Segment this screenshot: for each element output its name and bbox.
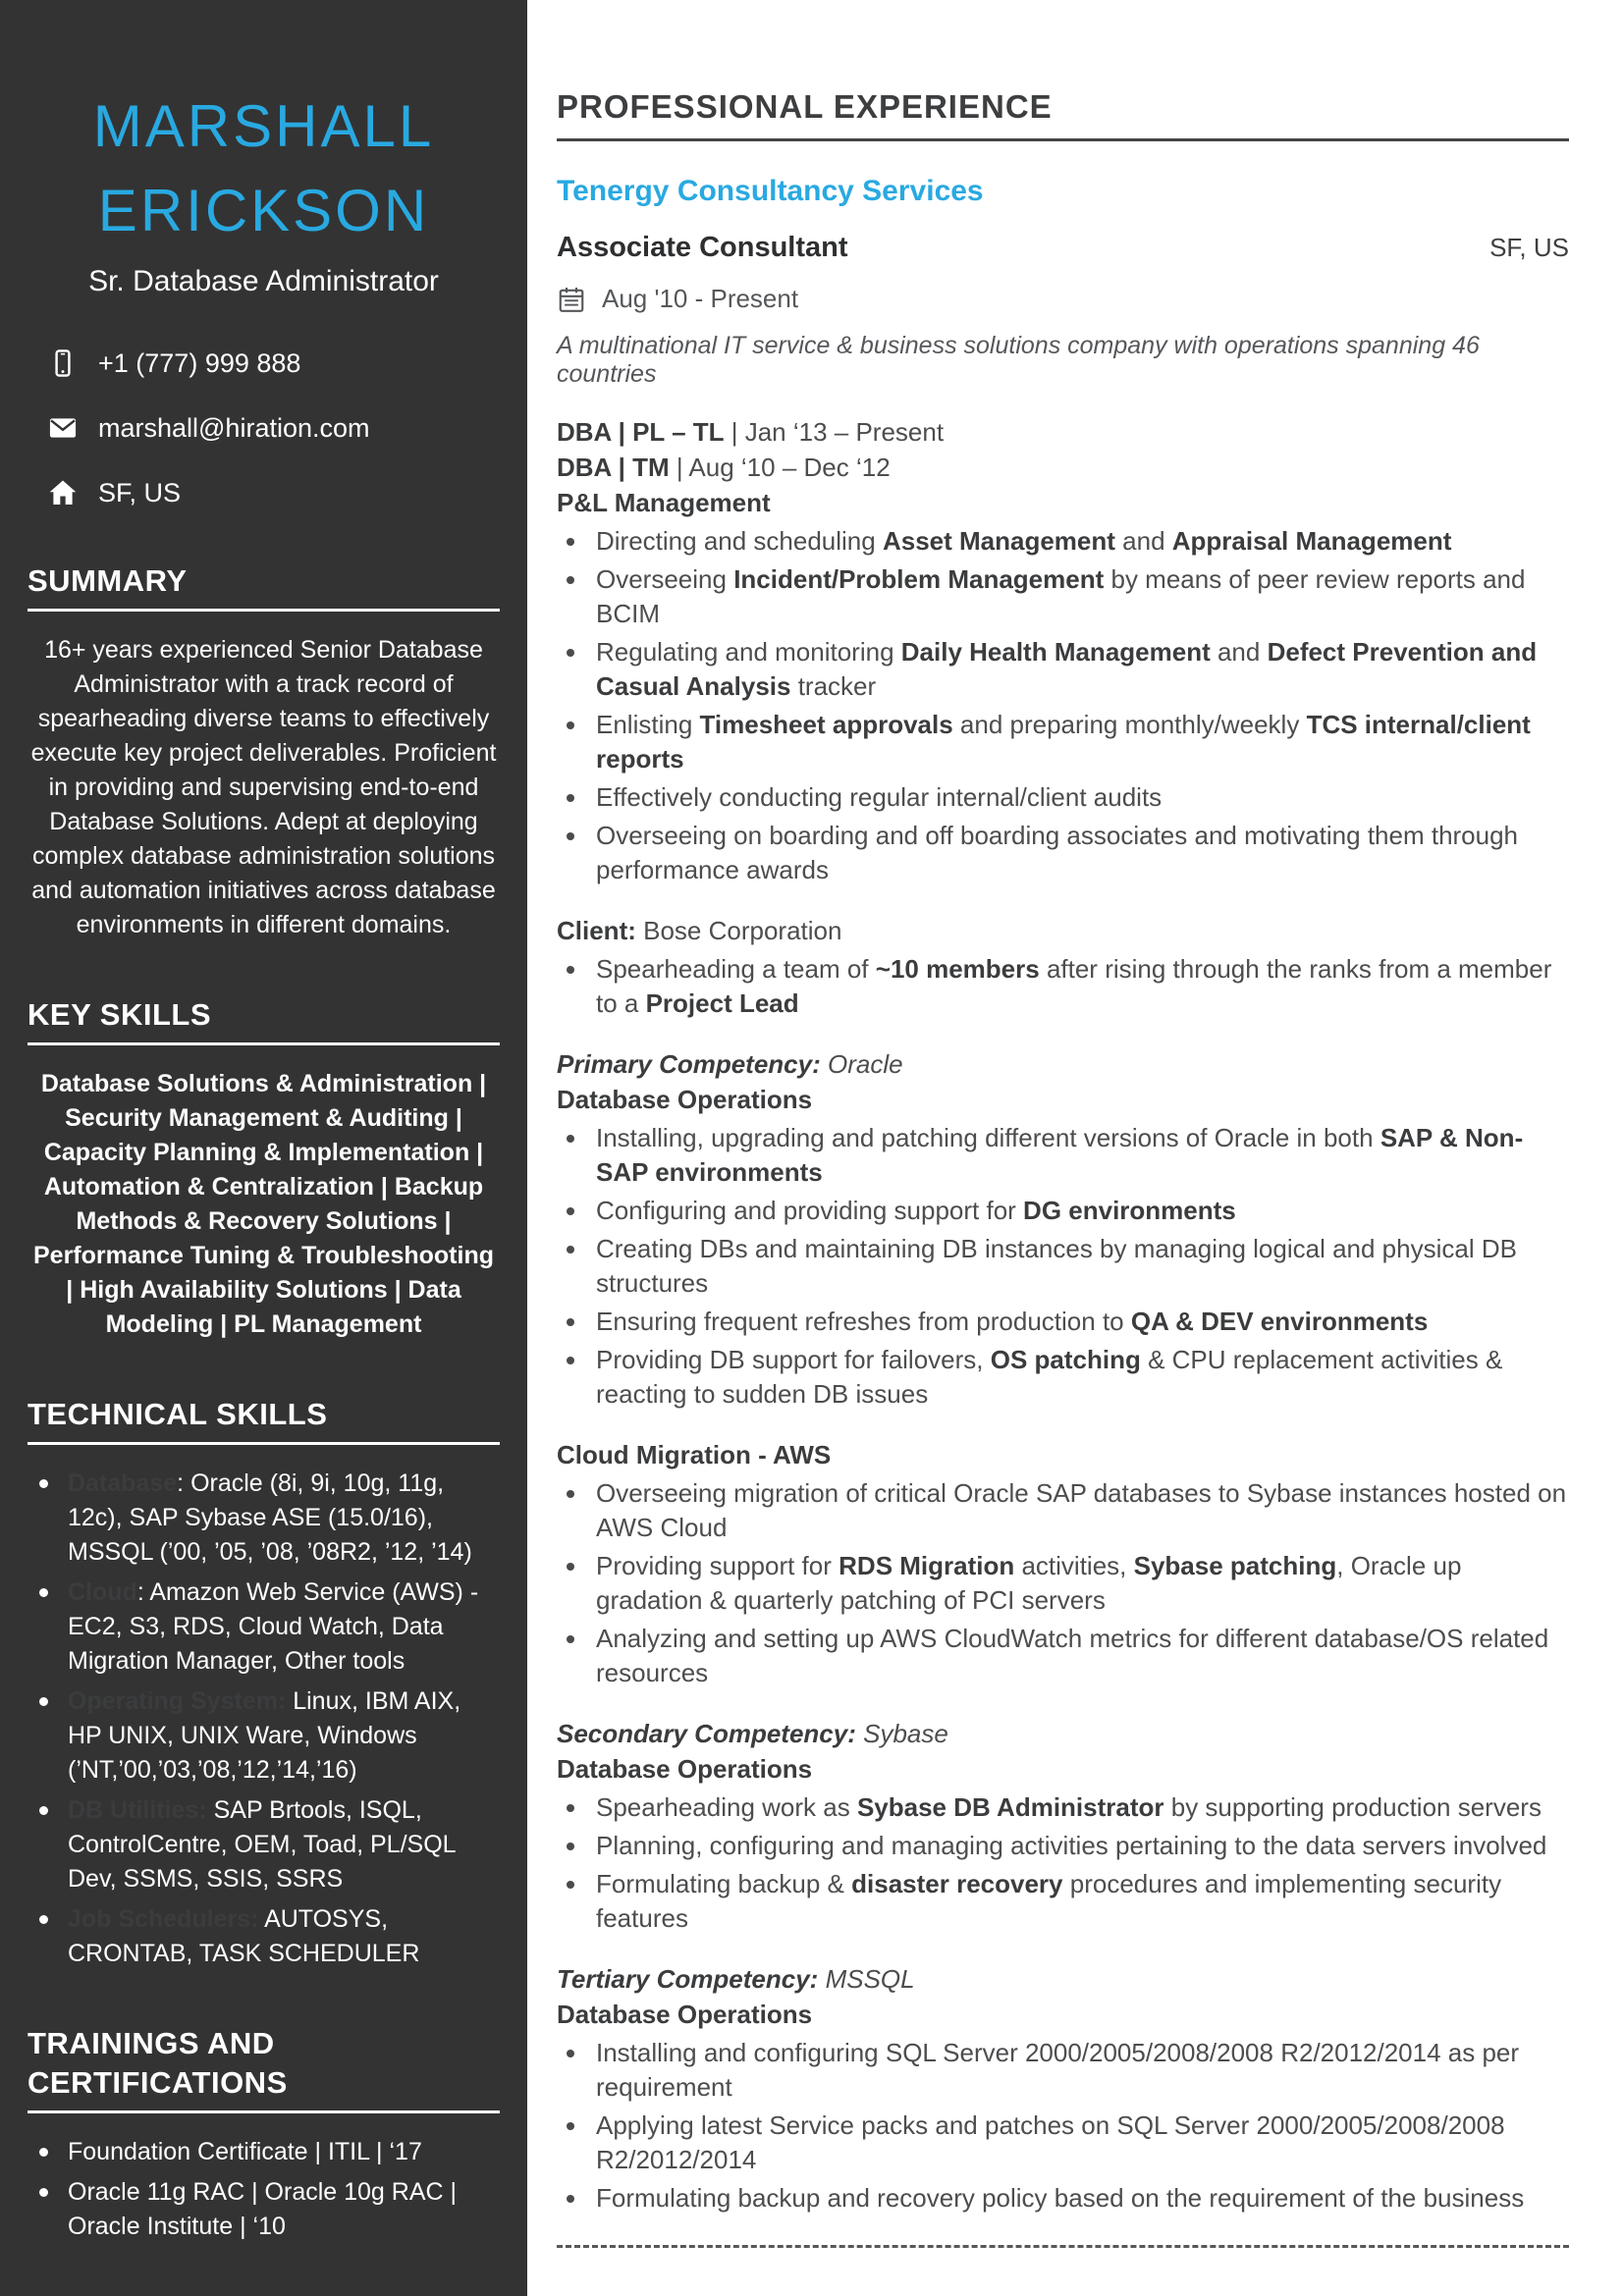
contact-list: [27, 347, 500, 508]
text-segment: & CPU replacement activities & reacting to sudden DB issues: [596, 1345, 1503, 1409]
text-segment: , Oracle up gradation & quarterly patching of PCI servers: [596, 1551, 1462, 1615]
text-segment: AUTOSYS, CRONTAB, TASK SCHEDULER: [68, 1905, 420, 1967]
text-segment: Foundation Certificate | ITIL | ‘17: [68, 2138, 422, 2165]
text-segment: Directing and scheduling: [596, 526, 883, 556]
list-item-text: [596, 1232, 1569, 1301]
list-item: [557, 1121, 1569, 1190]
list-item: [39, 1684, 500, 1788]
list-item: [557, 780, 1569, 815]
text-segment: MSSQL: [818, 1964, 915, 1994]
bullet-icon: [39, 2148, 48, 2157]
text-segment: tracker: [790, 671, 877, 701]
text-segment: DG environments: [1023, 1196, 1236, 1225]
list-item-text: [596, 2109, 1569, 2177]
contact-phone-text: +1 (777) 999 888: [98, 347, 301, 378]
experience-groups: [557, 414, 1569, 2216]
experience-line: [557, 450, 1569, 485]
sidebar-section-text: Database Solutions & Administration | Security Management & Auditing | Capacity Planning & Implementation | Automation & Centralization | Backup Methods & Recovery Solutions | Performance Tuning & Troubleshooting | High Availability Solutions | Data Modeling | PL Management: [33, 1070, 494, 1338]
list-item: [557, 1343, 1569, 1412]
text-segment: procedures and implementing security features: [596, 1869, 1502, 1933]
sidebar-section-trainings-certifications: [27, 2024, 500, 2244]
list-item-text: [596, 952, 1569, 1021]
list-item: [557, 2109, 1569, 2177]
text-segment: Overseeing migration of critical Oracle SAP databases to Sybase instances hosted on AWS Cloud: [596, 1478, 1567, 1542]
list-item-text: [596, 524, 1451, 559]
list-item-text: [596, 562, 1569, 631]
bullet-icon: [567, 649, 574, 657]
bullet-list: [557, 1476, 1569, 1690]
text-segment: Providing support for: [596, 1551, 839, 1580]
bullet-list: [557, 1121, 1569, 1412]
bullet-icon: [39, 1479, 48, 1488]
text-segment: Oracle: [820, 1049, 903, 1079]
email-icon: [47, 412, 79, 444]
experience-line: [557, 1082, 1569, 1117]
candidate-first-name: MARSHALL: [92, 93, 435, 159]
list-item: [557, 524, 1569, 559]
experience-group-pl-management: [557, 414, 1569, 887]
list-item-text: [596, 1622, 1569, 1690]
text-segment: Installing and configuring SQL Server 2000/2005/2008/2008 R2/2012/2014 as per requirement: [596, 2038, 1520, 2102]
bullet-icon: [567, 1635, 574, 1643]
calendar-icon: [557, 285, 586, 314]
main-content: [527, 0, 1623, 2296]
text-segment: Overseeing: [596, 564, 734, 594]
role-row: [557, 232, 1569, 264]
text-segment: Cloud Migration - AWS: [557, 1440, 832, 1469]
text-segment: and preparing monthly/weekly: [952, 710, 1307, 739]
text-segment: by means of peer review reports and BCIM: [596, 564, 1526, 628]
list-item: [557, 1829, 1569, 1863]
experience-line: [557, 1997, 1569, 2032]
experience-line: [557, 1716, 1569, 1751]
list-item-text: [68, 1902, 500, 1971]
list-item: [557, 1549, 1569, 1618]
list-item: [557, 708, 1569, 776]
experience-group-primary-competency-oracle: [557, 1046, 1569, 1412]
text-segment: Spearheading a team of: [596, 954, 876, 984]
list-item: [557, 1194, 1569, 1228]
list-item: [557, 2036, 1569, 2105]
text-segment: TCS internal/client reports: [596, 710, 1531, 774]
home-icon: [47, 477, 79, 508]
experience-line: [557, 913, 1569, 948]
bullet-icon: [567, 1842, 574, 1850]
bullet-icon: [39, 1915, 48, 1924]
text-segment: Oracle 11g RAC | Oracle 10g RAC | Oracle Institute | ‘10: [68, 2178, 458, 2240]
contact-phone: [47, 347, 500, 379]
text-segment: by supporting production servers: [1163, 1792, 1542, 1822]
text-segment: Linux, IBM AIX, HP UNIX, UNIX Ware, Windows (’NT,’00,’03,’08,’12,’14,’16): [68, 1687, 461, 1784]
text-segment: Providing DB support for failovers,: [596, 1345, 991, 1374]
bullet-icon: [567, 966, 574, 974]
text-segment: Regulating and monitoring: [596, 637, 901, 667]
contact-location-text: SF, US: [98, 477, 182, 507]
experience-line: [557, 1046, 1569, 1082]
experience-line: [557, 1751, 1569, 1787]
bullet-icon: [567, 1804, 574, 1812]
bullet-icon: [567, 1318, 574, 1326]
text-segment: SAP Brtools, ISQL, ControlCentre, OEM, Toad, PL/SQL Dev, SSMS, SSIS, SSRS: [68, 1796, 456, 1893]
sidebar-section-text: 16+ years experienced Senior Database Administrator with a track record of spearheading diverse teams to effectively execute key project deliverables. Proficient in providing and supervising end-to-end Database Solutions. Adept at deploying complex database administration solutions and automation initiatives across database environments in different domains.: [30, 636, 497, 938]
bullet-icon: [39, 1806, 48, 1815]
sidebar-section-heading: SUMMARY: [27, 561, 500, 612]
text-segment: Sybase DB Administrator: [856, 1792, 1164, 1822]
list-item: [557, 1622, 1569, 1690]
text-segment: Appraisal Management: [1171, 526, 1452, 556]
bullet-icon: [567, 2195, 574, 2203]
list-item: [557, 635, 1569, 704]
list-item-text: [68, 1684, 500, 1788]
list-item: [557, 1867, 1569, 1936]
experience-group-cloud-migration-aws: [557, 1437, 1569, 1690]
text-segment: : Amazon Web Service (AWS) - EC2, S3, RDS, Cloud Watch, Data Migration Manager, Other tools: [68, 1578, 479, 1675]
list-item: [39, 2175, 500, 2244]
experience-line: [557, 1437, 1569, 1472]
bullet-list: [557, 2036, 1569, 2216]
text-segment: Operating System:: [68, 1687, 287, 1715]
text-segment: disaster recovery: [851, 1869, 1063, 1898]
experience-group-secondary-competency-sybase: [557, 1716, 1569, 1936]
list-item-text: [596, 1790, 1542, 1825]
text-segment: Configuring and providing support for: [596, 1196, 1024, 1225]
bullet-icon: [39, 1588, 48, 1597]
text-segment: Primary Competency:: [557, 1049, 821, 1079]
sidebar: [0, 0, 527, 2296]
text-segment: Database Operations: [557, 2000, 813, 2029]
list-item-text: [596, 1305, 1428, 1339]
text-segment: Ensuring frequent refreshes from production to: [596, 1307, 1131, 1336]
role-title: Associate Consultant: [557, 232, 848, 263]
list-item: [557, 1790, 1569, 1825]
text-segment: | Jan ‘13 – Present: [724, 417, 945, 447]
list-item-text: [596, 1121, 1569, 1190]
bullet-icon: [567, 576, 574, 584]
text-segment: Formulating backup and recovery policy based on the requirement of the business: [596, 2183, 1525, 2213]
list-item-text: [596, 1829, 1546, 1863]
bullet-icon: [567, 794, 574, 802]
experience-group-tertiary-competency-mssql: [557, 1961, 1569, 2216]
date-range: Aug '10 - Present: [602, 284, 799, 313]
text-segment: Project Lead: [645, 988, 799, 1018]
list-item-text: [596, 1194, 1236, 1228]
text-segment: Database Operations: [557, 1754, 813, 1784]
bullet-icon: [567, 2122, 574, 2130]
role-location: SF, US: [1489, 233, 1569, 262]
sidebar-section-heading: KEY SKILLS: [27, 995, 500, 1045]
phone-icon: [47, 347, 79, 379]
list-item-text: [68, 1575, 500, 1679]
text-segment: Job Schedulers:: [68, 1905, 259, 1933]
text-segment: Daily Health Management: [900, 637, 1211, 667]
text-segment: Cloud: [68, 1578, 137, 1606]
bullet-icon: [567, 1563, 574, 1571]
experience-line: [557, 1961, 1569, 1997]
text-segment: Client:: [557, 916, 636, 945]
candidate-name: [27, 84, 500, 253]
list-item-text: [596, 2181, 1524, 2216]
bullet-icon: [567, 832, 574, 840]
text-segment: OS patching: [990, 1345, 1141, 1374]
text-segment: Database: [68, 1469, 178, 1497]
text-segment: Bose Corporation: [635, 916, 842, 945]
list-item-text: [596, 780, 1162, 815]
sidebar-section-heading: TECHNICAL SKILLS: [27, 1395, 500, 1445]
text-segment: : Oracle (8i, 9i, 10g, 11g, 12c), SAP Sybase ASE (15.0/16), MSSQL (’00, ’05, ’08, ’08R2, ’12, ’14): [68, 1469, 472, 1566]
list-item-text: [596, 819, 1569, 887]
list-item-text: [596, 2036, 1569, 2105]
text-segment: Overseeing on boarding and off boarding associates and motivating them through performance awards: [596, 821, 1519, 884]
list-item: [557, 952, 1569, 1021]
text-segment: Defect Prevention and Casual Analysis: [596, 637, 1538, 701]
company-name: Tenergy Consultancy Services: [557, 175, 984, 207]
text-segment: Sybase patching: [1133, 1551, 1337, 1580]
text-segment: Applying latest Service packs and patches on SQL Server 2000/2005/2008/2008 R2/2012/2014: [596, 2110, 1505, 2174]
list-item-text: [68, 1467, 500, 1570]
bullet-list: [557, 1790, 1569, 1936]
list-item: [557, 819, 1569, 887]
sidebar-section-key-skills: [27, 995, 500, 1342]
contact-location: [47, 477, 500, 508]
list-item-text: [596, 1867, 1569, 1936]
dates-row: [557, 284, 1569, 314]
contact-email: [47, 412, 500, 444]
text-segment: Spearheading work as: [596, 1792, 857, 1822]
bullet-list: [557, 524, 1569, 887]
bullet-icon: [567, 1135, 574, 1143]
text-segment: | Aug ‘10 – Dec ‘12: [669, 453, 891, 482]
bullet-icon: [567, 1881, 574, 1889]
list-item-text: [596, 1549, 1569, 1618]
experience-line: [557, 414, 1569, 450]
list-item-text: [68, 1793, 500, 1896]
text-segment: Timesheet approvals: [699, 710, 953, 739]
list-item: [39, 1575, 500, 1679]
text-segment: Formulating backup &: [596, 1869, 852, 1898]
text-segment: Installing, upgrading and patching different versions of Oracle in both: [596, 1123, 1380, 1152]
contact-email-text: marshall@hiration.com: [98, 412, 370, 443]
bullet-icon: [567, 1490, 574, 1498]
list-item: [39, 1793, 500, 1896]
text-segment: QA & DEV environments: [1130, 1307, 1429, 1336]
list-item: [557, 1476, 1569, 1545]
sidebar-section-heading: TRAININGS AND CERTIFICATIONS: [27, 2024, 500, 2113]
list-item: [39, 1902, 500, 1971]
text-segment: and: [1210, 637, 1268, 667]
bullet-icon: [567, 1246, 574, 1254]
text-segment: activities,: [1014, 1551, 1134, 1580]
text-segment: Incident/Problem Management: [733, 564, 1105, 594]
text-segment: Asset Management: [882, 526, 1115, 556]
experience-line: [557, 485, 1569, 520]
sidebar-sections: [27, 561, 500, 2244]
list-item-text: [596, 708, 1569, 776]
section-divider: [557, 2245, 1569, 2248]
list-item-text: [596, 635, 1569, 704]
bullet-icon: [567, 538, 574, 546]
experience-group-client: [557, 913, 1569, 1021]
list-item-text: [68, 2135, 422, 2169]
sidebar-section-summary: [27, 561, 500, 942]
list-item-text: [596, 1476, 1569, 1545]
bullet-list: [557, 952, 1569, 1021]
text-segment: Sybase: [855, 1719, 948, 1748]
text-segment: ~10 members: [875, 954, 1040, 984]
text-segment: Secondary Competency:: [557, 1719, 856, 1748]
candidate-last-name: ERICKSON: [97, 178, 430, 243]
list-item: [557, 1305, 1569, 1339]
text-segment: Creating DBs and maintaining DB instances by managing logical and physical DB structures: [596, 1234, 1517, 1298]
text-segment: and: [1114, 526, 1172, 556]
list-item: [39, 2135, 500, 2169]
list-item: [557, 1232, 1569, 1301]
experience-section-title: PROFESSIONAL EXPERIENCE: [557, 88, 1569, 141]
text-segment: Tertiary Competency:: [557, 1964, 819, 1994]
bullet-icon: [567, 2050, 574, 2057]
bullet-icon: [39, 2188, 48, 2197]
text-segment: Analyzing and setting up AWS CloudWatch metrics for different database/OS related resources: [596, 1624, 1549, 1687]
bullet-list: [27, 1467, 500, 1971]
bullet-icon: [567, 721, 574, 729]
list-item: [557, 2181, 1569, 2216]
text-segment: Database Operations: [557, 1085, 813, 1114]
text-segment: Planning, configuring and managing activities pertaining to the data servers involved: [596, 1831, 1547, 1860]
sidebar-section-technical-skills: [27, 1395, 500, 1971]
text-segment: Enlisting: [596, 710, 700, 739]
list-item: [39, 1467, 500, 1570]
text-segment: DB Utilities:: [68, 1796, 207, 1824]
list-item: [557, 562, 1569, 631]
company-description: A multinational IT service & business solutions company with operations spanning 46 countries: [557, 332, 1480, 388]
bullet-icon: [39, 1697, 48, 1706]
bullet-list: [27, 2135, 500, 2244]
bullet-icon: [567, 1357, 574, 1364]
candidate-title: Sr. Database Administrator: [88, 265, 439, 297]
bullet-icon: [567, 1207, 574, 1215]
list-item-text: [596, 1343, 1569, 1412]
text-segment: P&L Management: [557, 488, 771, 517]
list-item-text: [68, 2175, 500, 2244]
text-segment: SAP & Non-SAP environments: [596, 1123, 1524, 1187]
text-segment: after rising through the ranks from a member to a: [596, 954, 1552, 1018]
text-segment: DBA | PL – TL: [557, 417, 725, 447]
text-segment: RDS Migration: [839, 1551, 1015, 1580]
text-segment: DBA | TM: [557, 453, 670, 482]
text-segment: Effectively conducting regular internal/client audits: [596, 782, 1163, 812]
